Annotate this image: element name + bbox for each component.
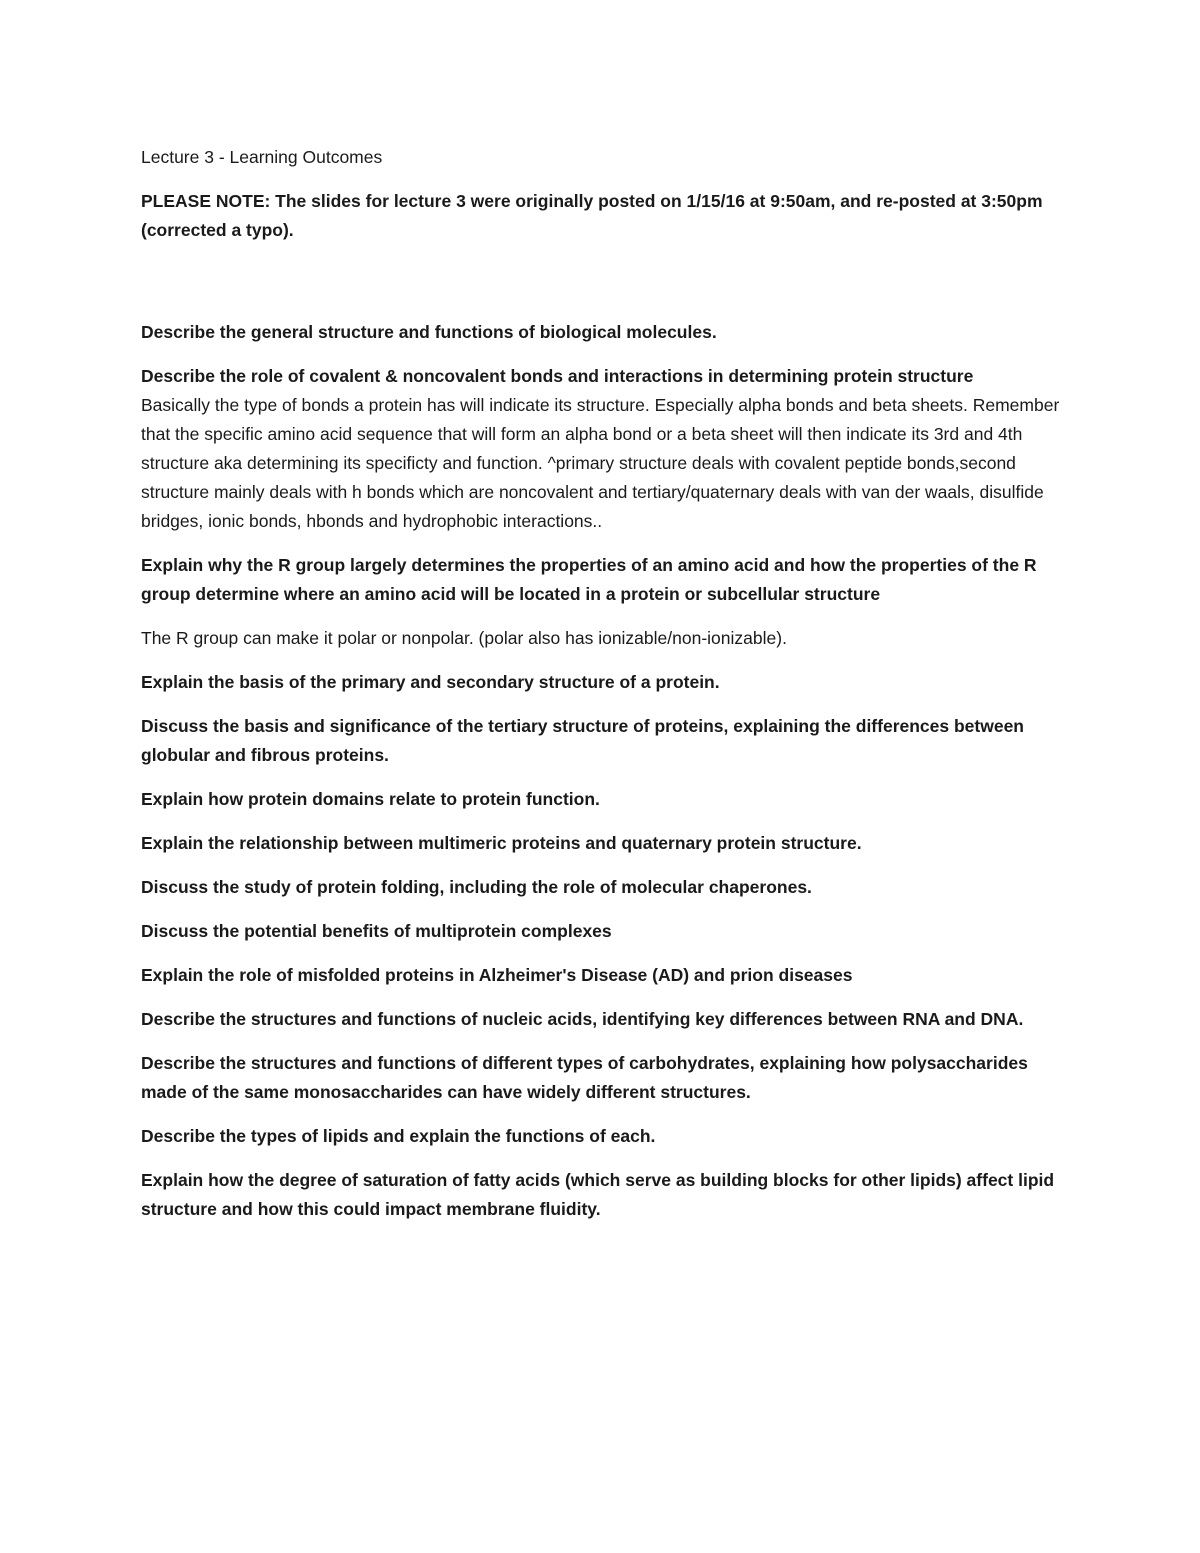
- learning-outcome: [141, 318, 1061, 347]
- outcome-heading: Explain how protein domains relate to protein function.: [141, 789, 600, 809]
- outcome-heading: Explain why the R group largely determines the properties of an amino acid and how the properties of the R group determine where an amino acid will be located in a protein or subcellular structure: [141, 555, 1037, 604]
- learning-outcome: [141, 1049, 1061, 1107]
- outcome-answer: Basically the type of bonds a protein has will indicate its structure. Especially alpha bonds and beta sheets. Remember that the specific amino acid sequence that will form an alpha bond or a beta sheet will then indicate its 3rd and 4th structure aka determining its specificty and function. ^primary structure deals with covalent peptide bonds,second structure mainly deals with h bonds which are noncovalent and tertiary/quaternary deals with van der waals, disulfide bridges, ionic bonds, hbonds and hydrophobic interactions..: [141, 395, 1060, 531]
- document-body: [141, 143, 1061, 1239]
- learning-outcome: [141, 551, 1061, 653]
- learning-outcome: [141, 1166, 1061, 1224]
- learning-outcome: [141, 1005, 1061, 1034]
- learning-outcome: [141, 785, 1061, 814]
- outcome-heading: Describe the general structure and functions of biological molecules.: [141, 322, 717, 342]
- learning-outcome: [141, 961, 1061, 990]
- posting-note: PLEASE NOTE: The slides for lecture 3 were originally posted on 1/15/16 at 9:50am, and re-posted at 3:50pm (corrected a typo).: [141, 191, 1043, 240]
- outcome-heading: Explain how the degree of saturation of fatty acids (which serve as building blocks for other lipids) affect lipid structure and how this could impact membrane fluidity.: [141, 1170, 1055, 1219]
- outcome-heading: Explain the role of misfolded proteins in Alzheimer's Disease (AD) and prion diseases: [141, 965, 853, 985]
- outcome-answer: The R group can make it polar or nonpolar. (polar also has ionizable/non-ionizable).: [141, 628, 787, 648]
- learning-outcome: [141, 668, 1061, 697]
- blank-space: [141, 245, 1061, 318]
- document-title: Lecture 3 - Learning Outcomes: [141, 147, 383, 167]
- outcome-heading: Describe the types of lipids and explain the functions of each.: [141, 1126, 656, 1146]
- outcome-heading: Describe the structures and functions of different types of carbohydrates, explaining how polysaccharides made of the same monosaccharides can have widely different structures.: [141, 1053, 1028, 1102]
- learning-outcome: [141, 362, 1061, 536]
- learning-outcome: [141, 873, 1061, 902]
- outcome-heading: Discuss the basis and significance of the tertiary structure of proteins, explaining the differences between globular and fibrous proteins.: [141, 716, 1024, 765]
- outcome-heading: Describe the structures and functions of nucleic acids, identifying key differences between RNA and DNA.: [141, 1009, 1024, 1029]
- outcome-heading: Explain the relationship between multimeric proteins and quaternary protein structure.: [141, 833, 862, 853]
- learning-outcome: [141, 1122, 1061, 1151]
- learning-outcome: [141, 829, 1061, 858]
- outcome-heading: Describe the role of covalent & noncovalent bonds and interactions in determining protein structure: [141, 366, 974, 386]
- learning-outcome: [141, 712, 1061, 770]
- outcome-heading: Discuss the potential benefits of multiprotein complexes: [141, 921, 612, 941]
- outcome-heading: Explain the basis of the primary and secondary structure of a protein.: [141, 672, 720, 692]
- learning-outcome: [141, 917, 1061, 946]
- outcome-heading: Discuss the study of protein folding, including the role of molecular chaperones.: [141, 877, 812, 897]
